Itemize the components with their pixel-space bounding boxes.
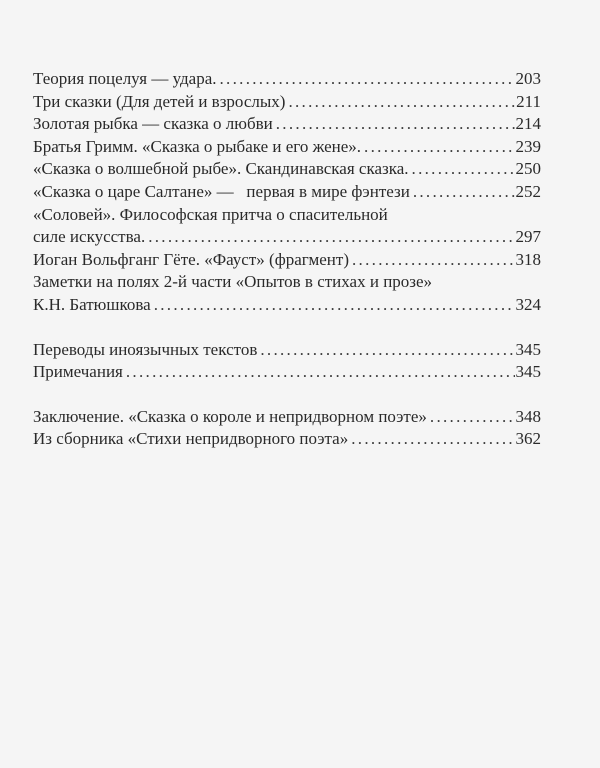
dot-leader bbox=[220, 68, 515, 91]
toc-entry-title: «Сказка о царе Салтане» — первая в мире фэнтези bbox=[33, 181, 410, 201]
dot-leader bbox=[364, 136, 514, 159]
toc-entry bbox=[33, 361, 541, 384]
dot-leader bbox=[430, 406, 515, 429]
table-of-contents bbox=[33, 68, 541, 451]
toc-entry-page: 214 bbox=[515, 114, 541, 134]
toc-entry bbox=[33, 68, 541, 91]
toc-entry-page: 239 bbox=[515, 136, 541, 156]
toc-entry bbox=[33, 158, 541, 181]
toc-entry bbox=[33, 136, 541, 159]
toc-entry-page: 345 bbox=[515, 339, 541, 359]
dot-leader bbox=[148, 226, 514, 249]
toc-entry-page: 211 bbox=[516, 91, 541, 111]
toc-entry-page: 297 bbox=[515, 227, 541, 247]
toc-entry-page: 324 bbox=[515, 294, 541, 314]
toc-entry bbox=[33, 113, 541, 136]
toc-entry-page: 318 bbox=[515, 249, 541, 269]
toc-entry-title: силе искусства. bbox=[33, 227, 146, 247]
dot-leader bbox=[288, 91, 515, 114]
toc-entry-title: К.Н. Батюшкова bbox=[33, 294, 151, 314]
toc-entry bbox=[33, 428, 541, 451]
toc-entry-page: 250 bbox=[515, 159, 541, 179]
dot-leader bbox=[413, 181, 515, 204]
toc-entry-title: «Сказка о волшебной рыбе». Скандинавская сказка. bbox=[33, 159, 409, 179]
dot-leader bbox=[154, 294, 515, 317]
toc-entry-page: 345 bbox=[515, 362, 541, 382]
dot-leader bbox=[126, 361, 515, 384]
toc-entry-title: Три сказки (Для детей и взрослых) bbox=[33, 91, 286, 111]
dot-leader bbox=[276, 113, 515, 136]
toc-entry-page: 348 bbox=[515, 406, 541, 426]
toc-entry-page: 362 bbox=[515, 429, 541, 449]
dot-leader bbox=[260, 339, 514, 362]
toc-entry-title-line1: «Соловей». Философская притча о спасительной bbox=[33, 204, 388, 224]
toc-entry-title-line1: Заметки на полях 2-й части «Опытов в стихах и прозе» bbox=[33, 272, 433, 292]
toc-entry bbox=[33, 406, 541, 429]
toc-entry-title: Теория поцелуя — удара. bbox=[33, 69, 217, 88]
section-gap bbox=[33, 384, 541, 406]
dot-leader bbox=[352, 249, 515, 272]
toc-entry-title: Братья Гримм. «Сказка о рыбаке и его жене». bbox=[33, 136, 362, 156]
toc-entry bbox=[33, 181, 541, 204]
toc-entry-title: Из сборника «Стихи непридворного поэта» bbox=[33, 429, 349, 449]
dot-leader bbox=[412, 158, 515, 181]
toc-entry bbox=[33, 271, 541, 316]
toc-entry-page: 203 bbox=[515, 69, 541, 88]
toc-entry-title: Переводы иноязычных текстов bbox=[33, 339, 258, 359]
toc-entry bbox=[33, 91, 541, 114]
section-gap bbox=[33, 317, 541, 339]
toc-entry bbox=[33, 204, 541, 249]
toc-entry-title: Иоган Вольфганг Гёте. «Фауст» (фрагмент) bbox=[33, 249, 349, 269]
toc-entry bbox=[33, 249, 541, 272]
toc-entry-title: Золотая рыбка — сказка о любви bbox=[33, 114, 273, 134]
toc-entry-title: Заключение. «Сказка о короле и непридворном поэте» bbox=[33, 406, 427, 426]
toc-entry bbox=[33, 339, 541, 362]
toc-entry-page: 252 bbox=[515, 181, 541, 201]
toc-entry-title: Примечания bbox=[33, 362, 123, 382]
dot-leader bbox=[351, 428, 514, 451]
